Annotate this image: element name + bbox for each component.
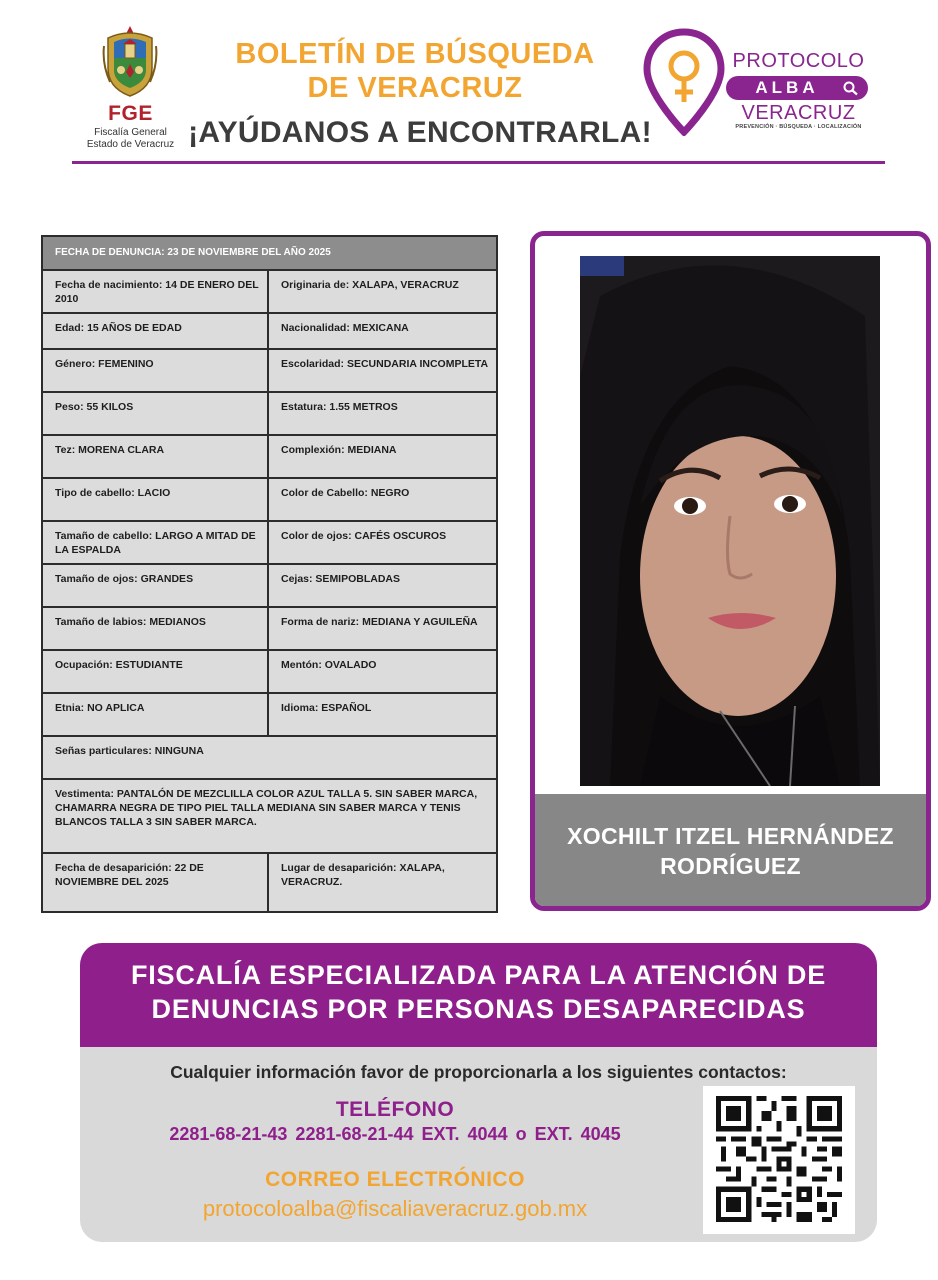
table-row [43, 479, 496, 522]
protocol-name-line1: PROTOCOLO [732, 50, 865, 72]
birth-date-cell: Fecha de nacimiento: 14 DE ENERO DEL 2010 [43, 271, 269, 312]
table-row [43, 271, 496, 314]
phone-numbers[interactable]: 2281-68-21-43 2281-68-21-44 EXT. 4044 o EXT. 4045 [169, 1124, 621, 1144]
agency-name-line2: Estado de Veracruz [86, 139, 175, 150]
phone-label: TELÉFONO [335, 1098, 455, 1121]
veracruz-shield-icon [102, 24, 158, 98]
person-name-line1: XOCHILT ITZEL HERNÁNDEZ [567, 823, 894, 849]
table-row [43, 737, 496, 780]
report-date: FECHA DE DENUNCIA: 23 DE NOVIEMBRE DEL AÑO 2025 [55, 247, 331, 258]
agency-abbreviation: FGE [108, 102, 153, 125]
hair-length-cell: Tamaño de cabello: LARGO A MITAD DE LA ESPALDA [43, 522, 269, 563]
table-row [43, 565, 496, 608]
disappearance-place-cell: Lugar de desaparición: XALAPA, VERACRUZ. [281, 862, 445, 888]
protocol-name-line3: VERACRUZ [741, 102, 856, 124]
bulletin-call-to-action: ¡AYÚDANOS A ENCONTRARLA! [188, 116, 652, 149]
age-cell: Edad: 15 AÑOS DE EDAD [43, 314, 269, 348]
protocol-tagline: PREVENCIÓN · BÚSQUEDA · LOCALIZACIÓN [735, 124, 862, 130]
language-cell: Idioma: ESPAÑOL [281, 702, 372, 714]
prosecutor-office-line2: DENUNCIAS POR PERSONAS DESAPARECIDAS [151, 994, 806, 1024]
bulletin-title-line1: BOLETÍN DE BÚSQUEDA [235, 38, 595, 70]
chin-cell: Mentón: OVALADO [281, 659, 377, 671]
table-row [43, 436, 496, 479]
occupation-cell: Ocupación: ESTUDIANTE [43, 651, 269, 692]
table-row [43, 350, 496, 393]
origin-cell: Originaria de: XALAPA, VERACRUZ [281, 279, 459, 291]
build-cell: Complexión: MEDIANA [281, 444, 397, 456]
weight-cell: Peso: 55 KILOS [43, 393, 269, 434]
fge-logo [78, 24, 183, 152]
report-date-header [43, 237, 496, 271]
email-label: CORREO ELECTRÓNICO [265, 1168, 525, 1191]
distinguishing-marks-cell: Señas particulares: NINGUNA [55, 745, 204, 757]
gender-cell: Género: FEMENINO [43, 350, 269, 391]
hair-color-cell: Color de Cabello: NEGRO [281, 487, 410, 499]
ethnicity-cell: Etnia: NO APLICA [43, 694, 269, 735]
email-link[interactable]: protocoloalba@fiscaliaveracruz.gob.mx [202, 1196, 588, 1221]
prosecutor-office-line1: FISCALÍA ESPECIALIZADA PARA LA ATENCIÓN DE [130, 960, 827, 990]
complexion-tone-cell: Tez: MORENA CLARA [43, 436, 269, 477]
table-row [43, 694, 496, 737]
disappearance-date-cell: Fecha de desaparición: 22 DE NOVIEMBRE DEL 2025 [43, 854, 269, 911]
person-name-band [535, 794, 926, 906]
height-cell: Estatura: 1.55 METROS [281, 401, 398, 413]
nose-shape-cell: Forma de nariz: MEDIANA Y AGUILEÑA [281, 616, 478, 628]
hair-type-cell: Tipo de cabello: LACIO [43, 479, 269, 520]
eye-color-cell: Color de ojos: CAFÉS OSCUROS [281, 530, 447, 542]
contact-intro: Cualquier información favor de proporcionarla a los siguientes contactos: [170, 1062, 787, 1082]
nationality-cell: Nacionalidad: MEXICANA [281, 322, 409, 334]
table-row [43, 522, 496, 565]
table-row [43, 314, 496, 350]
table-row [43, 393, 496, 436]
protocol-name-line2: ALBA [755, 78, 819, 97]
lip-size-cell: Tamaño de labios: MEDIANOS [43, 608, 269, 649]
search-icon [842, 80, 860, 96]
missing-person-photo [580, 256, 880, 786]
table-row [43, 854, 496, 911]
person-name-line2: RODRÍGUEZ [660, 853, 801, 879]
table-row [43, 780, 496, 854]
missing-person-details-table [41, 235, 498, 913]
table-row [43, 608, 496, 651]
header-divider [72, 161, 885, 164]
bulletin-title-line2: DE VERACRUZ [307, 72, 523, 104]
clothing-cell: Vestimenta: PANTALÓN DE MEZCLILLA COLOR AZUL TALLA 5. SIN SABER MARCA, CHAMARRA NEGRA DE TIPO PIEL TALLA MEDIANA SIN SABER MARCA Y TENIS BLANCOS TALLA 3 SIN SABER MARCA. [55, 788, 478, 828]
table-row [43, 651, 496, 694]
eyebrows-cell: Cejas: SEMIPOBLADAS [281, 573, 401, 585]
eye-size-cell: Tamaño de ojos: GRANDES [43, 565, 269, 606]
qr-code-icon [716, 1096, 842, 1222]
schooling-cell: Escolaridad: SECUNDARIA INCOMPLETA [281, 358, 489, 370]
alba-pin-venus-icon [643, 28, 725, 136]
agency-name-line1: Fiscalía General [94, 127, 167, 138]
qr-code[interactable] [703, 1086, 855, 1234]
missing-person-photo-card [530, 231, 931, 911]
